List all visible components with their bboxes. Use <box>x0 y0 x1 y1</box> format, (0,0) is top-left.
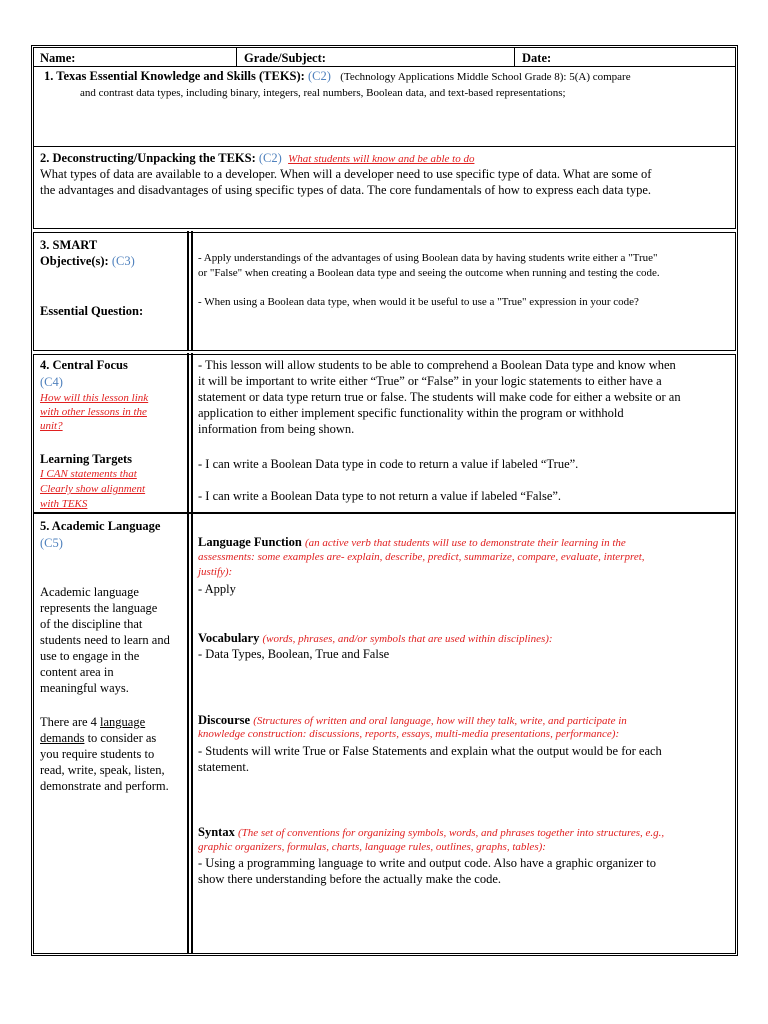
focus-line-3: statement or data type return true or false. The students will make code for either a website or an <box>198 390 681 404</box>
teks-text-b: and contrast data types, including binary, integers, real numbers, Boolean data, and text-based representations; <box>80 87 566 99</box>
name-label: Name: <box>40 51 76 65</box>
academic-desc-1: Academic language <box>40 585 139 599</box>
section-2-divider <box>33 228 736 233</box>
central-focus-hint-3: unit? <box>40 420 63 432</box>
academic-desc-7: meaningful ways. <box>40 681 129 695</box>
essential-question-text: - When using a Boolean data type, when would it be useful to use a "True" expression in your code? <box>198 296 639 308</box>
header-divider <box>33 66 736 67</box>
s4-col-divider-a <box>187 353 189 513</box>
academic-desc-6: content area in <box>40 665 114 679</box>
vocabulary-hint: (words, phrases, and/or symbols that are used within disciplines): <box>262 633 553 645</box>
vocabulary-label: Vocabulary <box>198 631 260 645</box>
section-4-divider <box>33 512 736 514</box>
teks-text-a: (Technology Applications Middle School Grade 8): 5(A) compare <box>340 71 631 83</box>
learning-target-2: - I can write a Boolean Data type to not return a value if labeled “False”. <box>198 489 562 503</box>
syntax-hint-2: graphic organizers, formulas, charts, language rules, outlines, graphs, tables): <box>198 841 546 853</box>
focus-line-4: application to either implement specific functionality within the program or withhold <box>198 406 624 420</box>
section-3-divider <box>33 350 736 355</box>
teks-code: (C2) <box>307 69 331 83</box>
unpacking-line-2: the advantages and disadvantages of using specific types of data. The core fundamentals of how to express each data type. <box>40 183 652 197</box>
unpacking-line-1: What types of data are available to a developer. When will a developer need to use specific type of data. What are some of <box>40 167 652 181</box>
essential-question-label: Essential Question: <box>40 304 144 318</box>
demands-line-4: read, write, speak, listen, <box>40 763 165 777</box>
discourse-hint-1: (Structures of written and oral language, how will they talk, write, and participate in <box>253 715 627 727</box>
central-focus-hint-2: with other lessons in the <box>40 406 147 418</box>
academic-desc-5: use to engage in the <box>40 649 140 663</box>
language-function-label: Language Function <box>198 535 302 549</box>
language-function-text: - Apply <box>198 582 236 596</box>
unpacking-code: (C2) <box>258 151 282 165</box>
demands-line-3: you require students to <box>40 747 155 761</box>
discourse-text-2: statement. <box>198 760 250 774</box>
learning-targets-hint-1: I CAN statements that <box>40 468 137 480</box>
language-function-hint-2: assessments: some examples are- explain, describe, predict, summarize, compare, evaluate, interpret, <box>198 551 645 563</box>
vocabulary-heading <box>198 630 553 646</box>
academic-desc-4: students need to learn and <box>40 633 170 647</box>
language-function-hint-1: (an active verb that students will use to demonstrate their learning in the <box>304 537 626 549</box>
focus-line-1: - This lesson will allow students to be able to comprehend a Boolean Data type and know when <box>198 358 676 372</box>
focus-line-2: it will be important to write either “True” or “False” in your logic statements to either have a <box>198 374 662 388</box>
language-function-hint-3: justify): <box>198 566 233 578</box>
central-focus-title: 4. Central Focus <box>40 358 128 372</box>
demands-pre: There are 4 <box>40 715 101 729</box>
s4-col-divider-b <box>191 353 193 513</box>
objective-line-1: - Apply understandings of the advantages of using Boolean data by having students write either a "True" <box>198 252 658 264</box>
objectives-code: (C3) <box>111 254 135 268</box>
academic-language-title: 5. Academic Language <box>40 519 161 533</box>
demands-line-2 <box>40 730 156 746</box>
discourse-hint-2: knowledge construction: discussions, reports, essays, multi-media presentations, performance): <box>198 728 620 740</box>
objective-line-2: or "False" when creating a Boolean data type and seeing the outcome when running and testing the code. <box>198 267 660 279</box>
academic-language-code: (C5) <box>40 536 63 550</box>
demands-rest: to consider as <box>84 731 157 745</box>
s3-col-divider-b <box>191 231 193 351</box>
learning-targets-label: Learning Targets <box>40 452 133 466</box>
teks-heading <box>44 68 734 84</box>
syntax-label: Syntax <box>198 825 235 839</box>
header-col-divider-2 <box>514 47 515 66</box>
demands-line-1 <box>40 714 145 730</box>
language-function-heading <box>198 534 626 550</box>
discourse-heading <box>198 712 627 728</box>
header-col-divider-1 <box>236 47 237 66</box>
section-1-divider <box>33 146 736 147</box>
vocabulary-text: - Data Types, Boolean, True and False <box>198 647 390 661</box>
unpacking-heading <box>40 150 474 166</box>
academic-desc-3: of the discipline that <box>40 617 143 631</box>
discourse-label: Discourse <box>198 713 251 727</box>
learning-target-1: - I can write a Boolean Data type in code to return a value if labeled “True”. <box>198 457 579 471</box>
learning-targets-hint-2: Clearly show alignment <box>40 483 146 495</box>
objectives-heading <box>40 253 135 269</box>
objectives-title: Objective(s): <box>40 254 109 268</box>
discourse-text-1: - Students will write True or False Statements and explain what the output would be for each <box>198 744 662 758</box>
syntax-text-1: - Using a programming language to write and output code. Also have a graphic organizer to <box>198 856 656 870</box>
central-focus-hint-1: How will this lesson link <box>40 392 149 404</box>
date-label: Date: <box>522 51 552 65</box>
syntax-text-2: show there understanding before the actually make the code. <box>198 872 502 886</box>
grade-subject-label: Grade/Subject: <box>244 51 326 65</box>
academic-desc-2: represents the language <box>40 601 158 615</box>
unpacking-title: 2. Deconstructing/Unpacking the TEKS: <box>40 151 256 165</box>
s5-col-divider-b <box>191 514 193 954</box>
s3-col-divider-a <box>187 231 189 351</box>
learning-targets-hint-3: with TEKS <box>40 498 88 510</box>
unpacking-hint: What students will know and be able to do <box>288 153 475 165</box>
focus-line-5: information from being shown. <box>198 422 355 436</box>
central-focus-code: (C4) <box>40 375 63 389</box>
demands-word-demands: demands <box>40 731 85 745</box>
demands-line-5: demonstrate and perform. <box>40 779 169 793</box>
smart-title: 3. SMART <box>40 238 98 252</box>
teks-title: 1. Texas Essential Knowledge and Skills (TEKS): <box>44 69 305 83</box>
s5-col-divider-a <box>187 514 189 954</box>
syntax-hint-1: (The set of conventions for organizing symbols, words, and phrases together into structures, e.g., <box>237 827 665 839</box>
syntax-heading <box>198 824 664 840</box>
demands-word-language: language <box>100 715 146 729</box>
